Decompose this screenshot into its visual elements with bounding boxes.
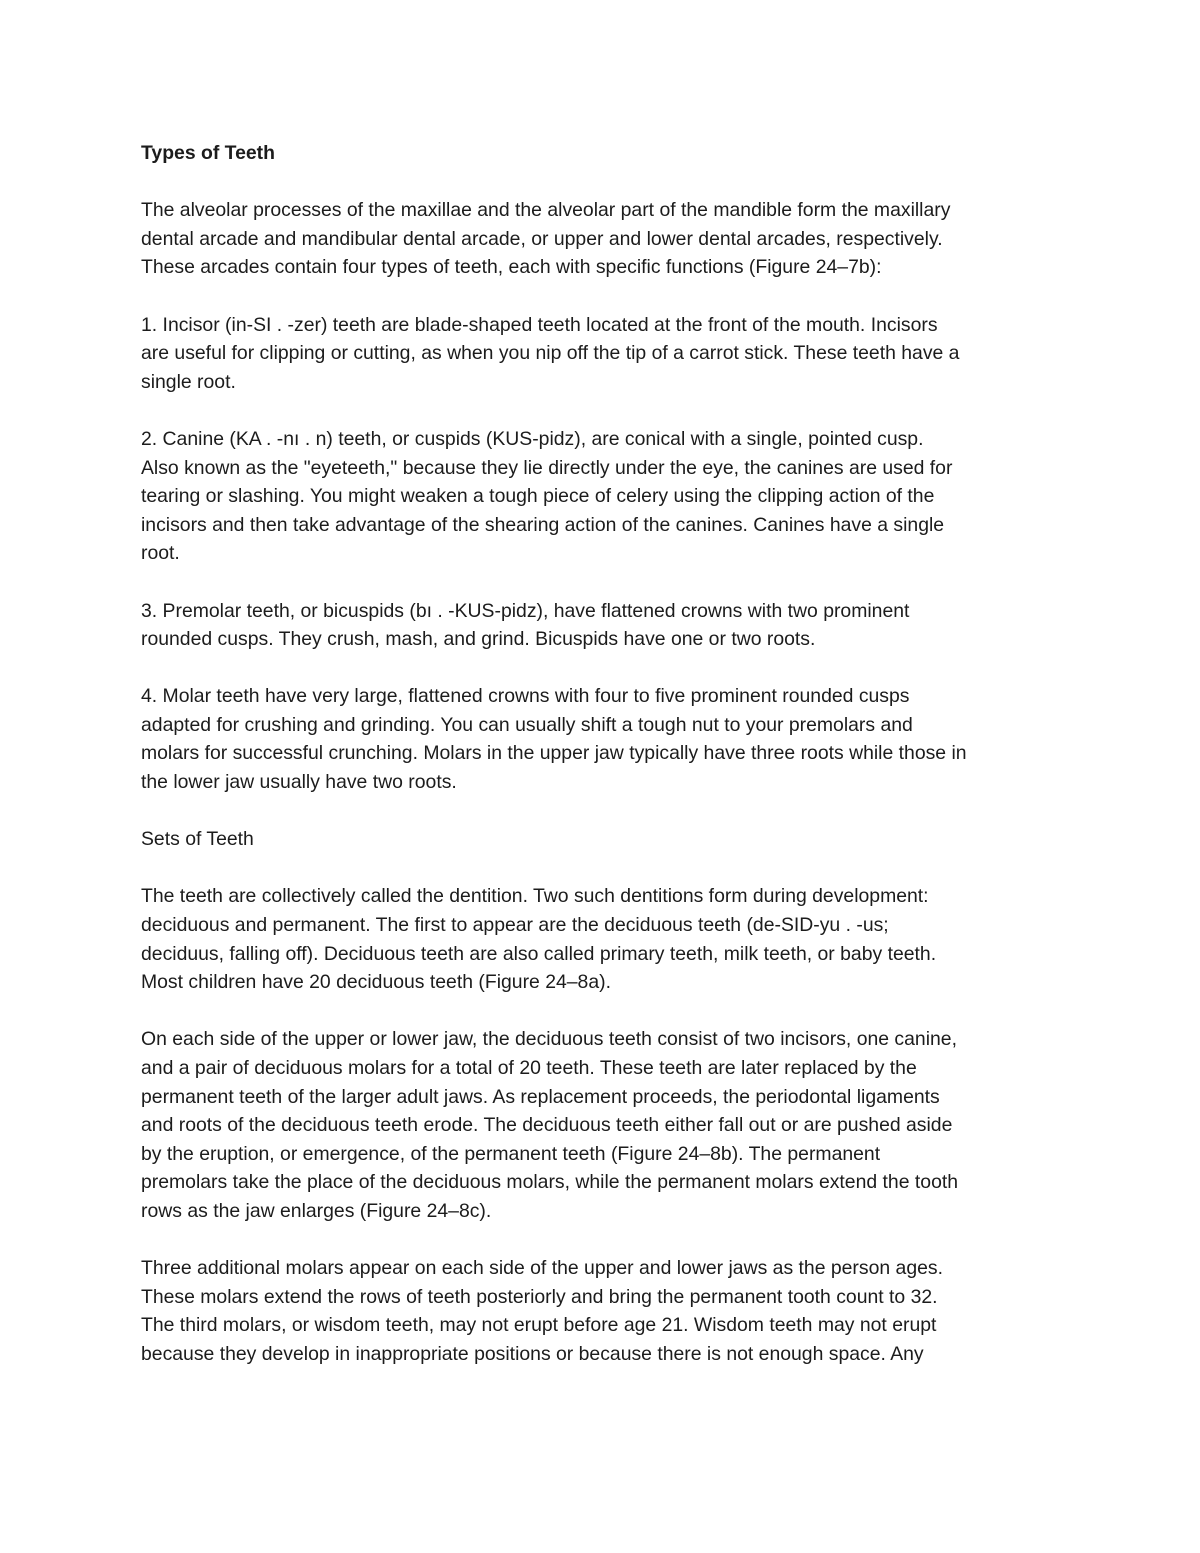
paragraph-molar: 4. Molar teeth have very large, flattened crowns with four to five prominent rounded cusps adapted for crushing and grinding. You can usually shift a tough nut to your premolars and molars for successful crunching. Molars in the upper jaw typically have three roots while those in the lower jaw usually have two roots. [141, 685, 967, 794]
paragraph-dentition: The teeth are collectively called the dentition. Two such dentitions form during development: deciduous and permanent. The first to appear are the deciduous teeth (de-SID-yu . -us; deciduus, falling off). Deciduous teeth are also called primary teeth, milk teeth, or baby teeth. Most children have 20 deciduous teeth (Figure 24–8a). [141, 885, 937, 994]
paragraph-canine: 2. Canine (KA . -nı . n) teeth, or cuspids (KUS-pidz), are conical with a single, pointed cusp. Also known as the "eyeteeth," because they lie directly under the eye, the canines are used for tearing or slashing. You might weaken a tough piece of celery using the clipping action of the incisors and then take advantage of the shearing action of the canines. Canines have a single root. [141, 427, 953, 565]
section-heading-sets-of-teeth: Sets of Teeth [141, 828, 254, 851]
document-title: Types of Teeth [141, 142, 275, 164]
document-body [141, 139, 1071, 1369]
paragraph-intro: The alveolar processes of the maxillae and the alveolar part of the mandible form the maxillary dental arcade and mandibular dental arcade, or upper and lower dental arcades, respectively. These arcades contain four types of teeth, each with specific functions (Figure 24–7b): [141, 199, 951, 279]
paragraph-third-molars: Three additional molars appear on each side of the upper and lower jaws as the person ages. These molars extend the rows of teeth posteriorly and bring the permanent tooth count to 32. The third molars, or wisdom teeth, may not erupt before age 21. Wisdom teeth may not erupt because they develop in inappropriate positions or because there is not enough space. Any [141, 1257, 943, 1365]
paragraph-incisor: 1. Incisor (in-SI . -zer) teeth are blade-shaped teeth located at the front of the mouth. Incisors are useful for clipping or cutting, as when you nip off the tip of a carrot stick. These teeth have a single root. [141, 313, 960, 393]
paragraph-premolar: 3. Premolar teeth, or bicuspids (bı . -KUS-pidz), have flattened crowns with two prominent rounded cusps. They crush, mash, and grind. Bicuspids have one or two roots. [141, 599, 910, 651]
paragraph-deciduous-replacement: On each side of the upper or lower jaw, the deciduous teeth consist of two incisors, one canine, and a pair of deciduous molars for a total of 20 teeth. These teeth are later replaced by the permanent teeth of the larger adult jaws. As replacement proceeds, the periodontal ligaments and roots of the deciduous teeth erode. The deciduous teeth either fall out or are pushed aside by the eruption, or emergence, of the permanent teeth (Figure 24–8b). The permanent premolars take the place of the deciduous molars, while the permanent molars extend the tooth rows as the jaw enlarges (Figure 24–8c). [141, 1028, 959, 1222]
